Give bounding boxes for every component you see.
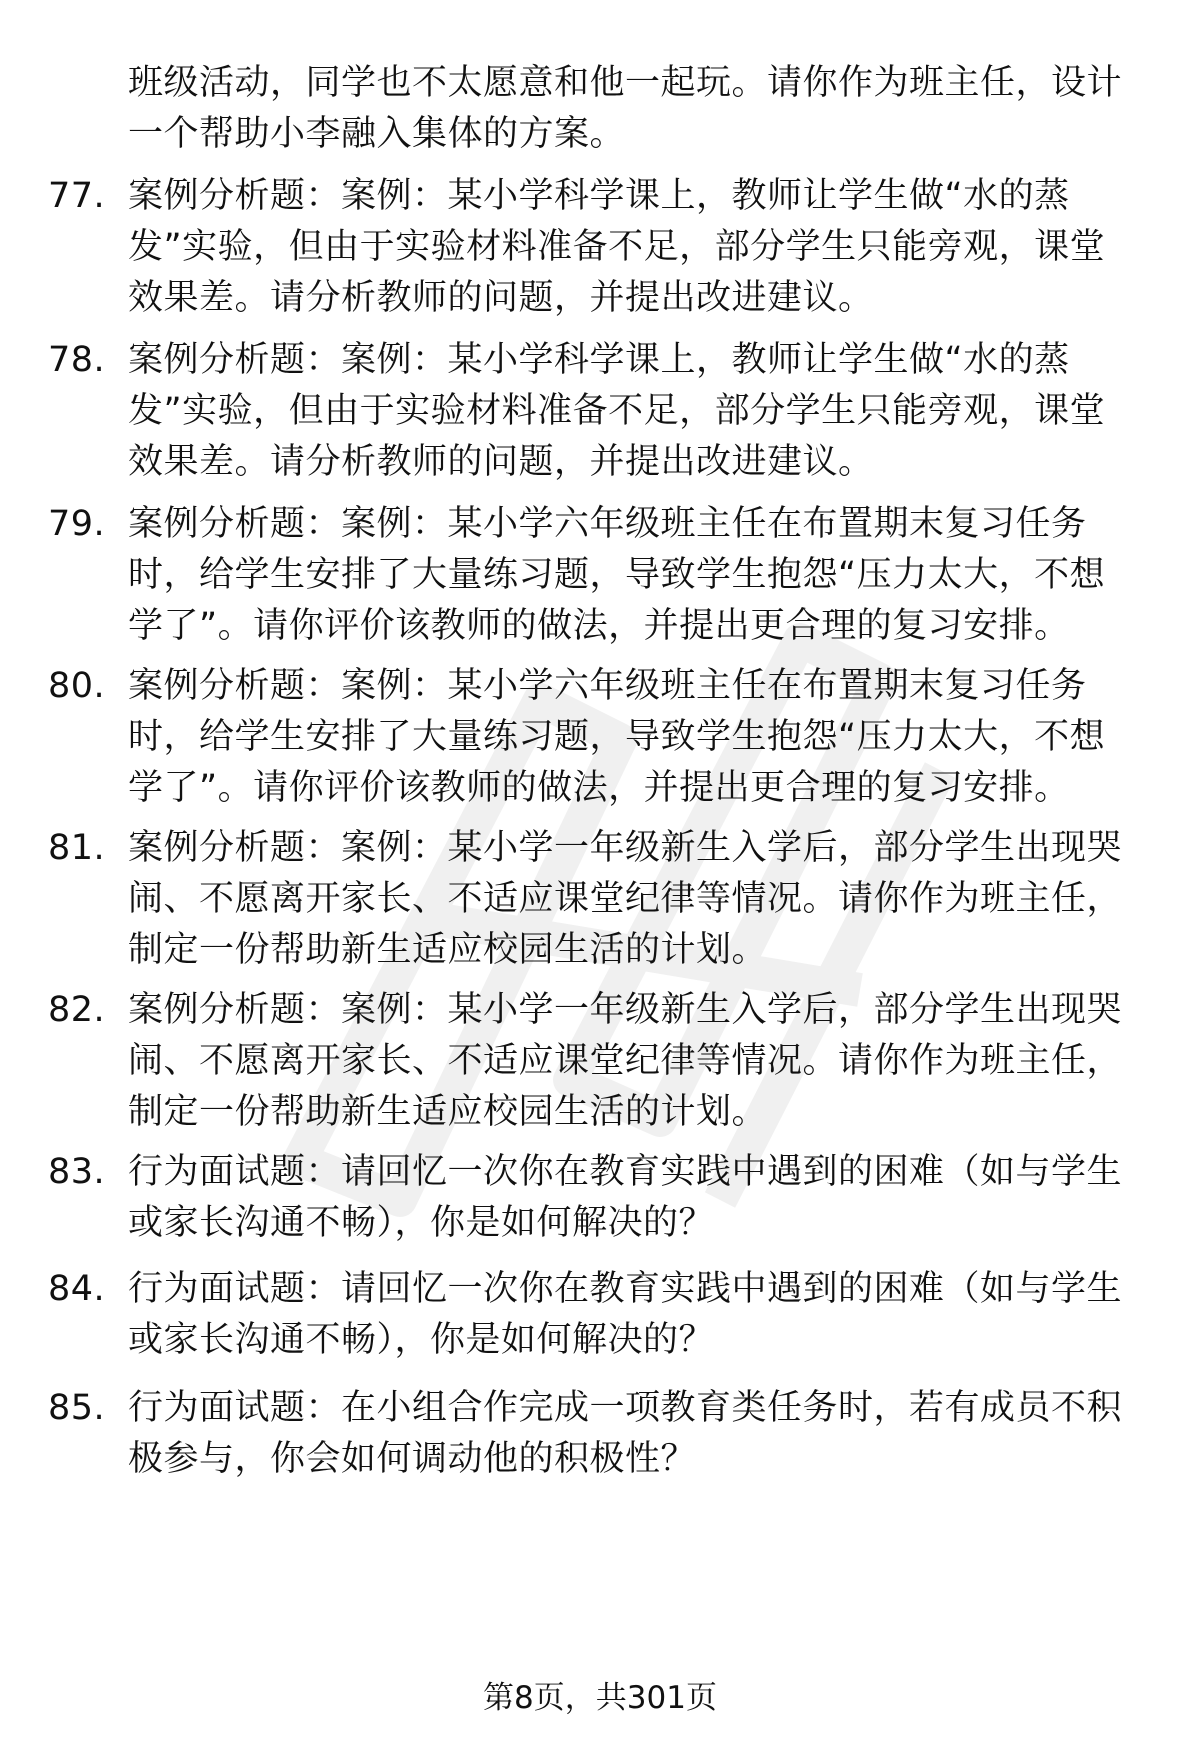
question-text: 行为面试题：在小组合作完成一项教育类任务时，若有成员不积 极参与，你会如何调动他的积极性？ <box>128 1388 1123 1479</box>
question-text: 案例分析题：案例：某小学一年级新生入学后，部分学生出现哭 闹、不愿离开家长、不适应课堂纪律等情况。请你作为班主任， 制定一份帮助新生适应校园生活的计划。 <box>128 990 1123 1132</box>
question-text: 案例分析题：案例：某小学六年级班主任在布置期末复习任务 时，给学生安排了大量练习题，导致学生抱怨“压力太大，不想 学了”。请你评价该教师的做法，并提出更合理的复习安排。 <box>128 666 1106 808</box>
question-number: 79. <box>48 504 106 544</box>
question-text: 案例分析题：案例：某小学科学课上，教师让学生做“水的蒸 发”实验，但由于实验材料准备不足，部分学生只能旁观，课堂 效果差。请分析教师的问题，并提出改进建议。 <box>128 176 1106 318</box>
question-number: 85. <box>48 1388 106 1428</box>
question-number: 82. <box>48 990 106 1030</box>
question-text: 案例分析题：案例：某小学科学课上，教师让学生做“水的蒸 发”实验，但由于实验材料准备不足，部分学生只能旁观，课堂 效果差。请分析教师的问题，并提出改进建议。 <box>128 340 1106 482</box>
question-number: 81. <box>48 828 106 868</box>
question-text: 行为面试题：请回忆一次你在教育实践中遇到的困难（如与学生 或家长沟通不畅），你是如何解决的？ <box>128 1152 1123 1243</box>
question-number: 84. <box>48 1269 106 1309</box>
question-text: 案例分析题：案例：某小学六年级班主任在布置期末复习任务 时，给学生安排了大量练习题，导致学生抱怨“压力太大，不想 学了”。请你评价该教师的做法，并提出更合理的复习安排。 <box>128 504 1106 646</box>
question-number: 83. <box>48 1152 106 1192</box>
page-footer: 第8页，共301页 <box>483 1680 717 1716</box>
question-text: 行为面试题：请回忆一次你在教育实践中遇到的困难（如与学生 或家长沟通不畅），你是如何解决的？ <box>128 1269 1123 1360</box>
question-number: 78. <box>48 340 106 380</box>
continuation-text: 班级活动，同学也不太愿意和他一起玩。请你作为班主任，设计 一个帮助小李融入集体的方案。 <box>128 63 1123 154</box>
question-text: 案例分析题：案例：某小学一年级新生入学后，部分学生出现哭 闹、不愿离开家长、不适应课堂纪律等情况。请你作为班主任， 制定一份帮助新生适应校园生活的计划。 <box>128 828 1123 970</box>
question-number: 80. <box>48 666 106 706</box>
question-number: 77. <box>48 176 106 216</box>
